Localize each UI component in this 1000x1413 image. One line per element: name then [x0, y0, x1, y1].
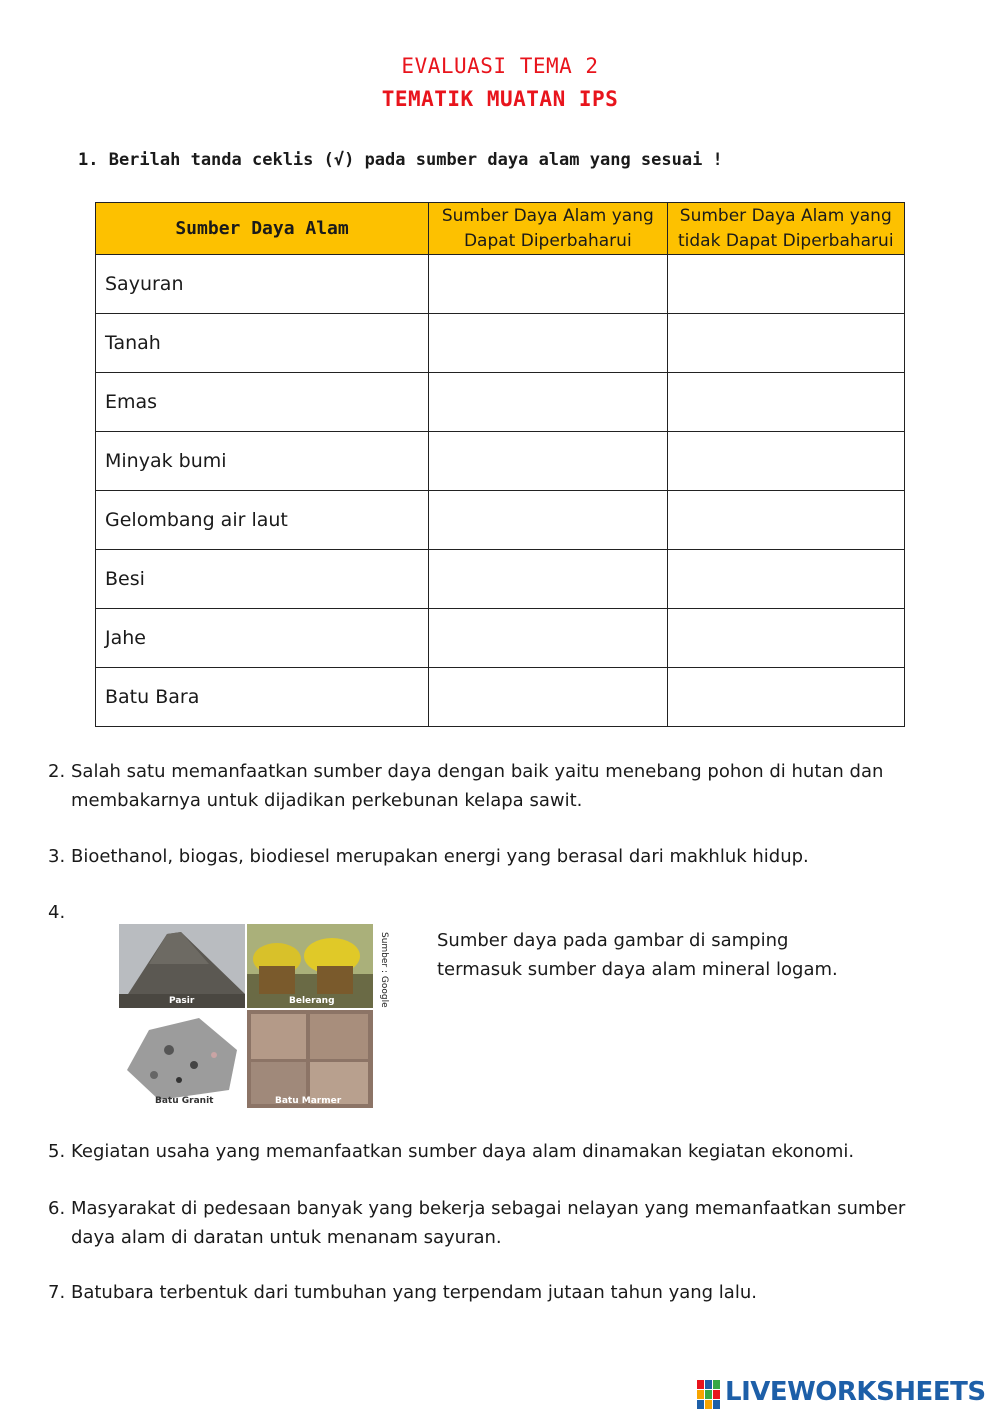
table-row [96, 314, 905, 373]
label-pasir: Pasir [169, 996, 195, 1006]
resource-name: Besi [96, 550, 429, 609]
statement-4-number [48, 898, 948, 927]
marble-blocks-icon [247, 1010, 373, 1108]
statement-7-number: 7. [48, 1282, 66, 1303]
statement-5-number: 5. [48, 1141, 66, 1162]
header-renewable-line2: Dapat Diperbaharui [463, 230, 632, 251]
header-renewable [429, 203, 667, 255]
renewable-checkbox-cell[interactable] [429, 491, 667, 550]
statement-4-line1: Sumber daya pada gambar di samping [437, 930, 789, 951]
statement-2-line1: Salah satu memanfaatkan sumber daya dengan baik yaitu menebang pohon di hutan dan [71, 761, 884, 782]
statement-2-line2: membakarnya untuk dijadikan perkebunan kelapa sawit. [71, 790, 583, 811]
statement-4-num: 4. [48, 902, 66, 923]
statement-6-line1: Masyarakat di pedesaan banyak yang bekerja sebagai nelayan yang memanfaatkan sumber [71, 1198, 906, 1219]
statement-3-number: 3. [48, 846, 66, 867]
title-line-1: EVALUASI TEMA 2 [401, 54, 599, 78]
statement-7 [48, 1278, 948, 1307]
statement-4-text [437, 926, 857, 984]
liveworksheets-brand: LIVEWORKSHEETS [725, 1377, 986, 1407]
table-row [96, 668, 905, 727]
liveworksheets-logo-icon [697, 1380, 723, 1410]
statement-2 [48, 757, 948, 815]
table-row [96, 609, 905, 668]
renewable-checkbox-cell[interactable] [429, 314, 667, 373]
marble-tile [247, 1010, 373, 1108]
header-nonrenewable-line2: tidak Dapat Diperbaharui [677, 230, 894, 251]
image-source-caption: Sumber : Google [379, 932, 389, 1008]
nonrenewable-checkbox-cell[interactable] [667, 314, 904, 373]
statement-5-line1: Kegiatan usaha yang memanfaatkan sumber daya alam dinamakan kegiatan ekonomi. [71, 1141, 855, 1162]
renewable-checkbox-cell[interactable] [429, 255, 667, 314]
resource-name: Batu Bara [96, 668, 429, 727]
table-row [96, 491, 905, 550]
statement-5 [48, 1137, 948, 1166]
renewable-checkbox-cell[interactable] [429, 668, 667, 727]
statement-3 [48, 842, 948, 871]
question-1-instruction: 1. Berilah tanda ceklis (√) pada sumber daya alam yang sesuai ! [78, 150, 723, 170]
sand-pile-tile [119, 924, 245, 1008]
table-row [96, 255, 905, 314]
nonrenewable-checkbox-cell[interactable] [667, 255, 904, 314]
statement-4-line2: termasuk sumber daya alam mineral logam. [437, 959, 838, 980]
resource-name: Jahe [96, 609, 429, 668]
statement-6-number: 6. [48, 1198, 66, 1219]
mineral-collage-image [119, 924, 391, 1108]
resource-name: Minyak bumi [96, 432, 429, 491]
renewable-checkbox-cell[interactable] [429, 609, 667, 668]
label-batu-marmer: Batu Marmer [275, 1096, 342, 1106]
granite-tile [119, 1010, 245, 1108]
title-line-2: TEMATIK MUATAN IPS [381, 87, 619, 111]
statement-6-line2: daya alam di daratan untuk menanam sayuran. [71, 1227, 502, 1248]
header-sumber-daya-alam: Sumber Daya Alam [96, 203, 429, 255]
label-batu-granit: Batu Granit [155, 1096, 214, 1106]
resource-name: Emas [96, 373, 429, 432]
statement-2-number: 2. [48, 761, 66, 782]
renewable-checkbox-cell[interactable] [429, 373, 667, 432]
label-belerang: Belerang [289, 996, 335, 1006]
table-row [96, 432, 905, 491]
nonrenewable-checkbox-cell[interactable] [667, 432, 904, 491]
renewable-checkbox-cell[interactable] [429, 550, 667, 609]
resource-name: Sayuran [96, 255, 429, 314]
natural-resources-table [95, 202, 905, 727]
granite-rock-icon [119, 1010, 245, 1108]
table-row [96, 550, 905, 609]
statement-6 [48, 1194, 948, 1252]
header-nonrenewable-line1: Sumber Daya Alam yang [679, 205, 892, 226]
nonrenewable-checkbox-cell[interactable] [667, 668, 904, 727]
sulfur-tile [247, 924, 373, 1008]
statement-3-line1: Bioethanol, biogas, biodiesel merupakan energi yang berasal dari makhluk hidup. [71, 846, 809, 867]
header-renewable-line1: Sumber Daya Alam yang [441, 205, 654, 226]
header-nonrenewable [667, 203, 904, 255]
nonrenewable-checkbox-cell[interactable] [667, 550, 904, 609]
renewable-checkbox-cell[interactable] [429, 432, 667, 491]
liveworksheets-footer [697, 1377, 997, 1409]
table-row [96, 373, 905, 432]
statement-7-line1: Batubara terbentuk dari tumbuhan yang terpendam jutaan tahun yang lalu. [71, 1282, 757, 1303]
resource-name: Tanah [96, 314, 429, 373]
resource-name: Gelombang air laut [96, 491, 429, 550]
nonrenewable-checkbox-cell[interactable] [667, 609, 904, 668]
nonrenewable-checkbox-cell[interactable] [667, 491, 904, 550]
nonrenewable-checkbox-cell[interactable] [667, 373, 904, 432]
